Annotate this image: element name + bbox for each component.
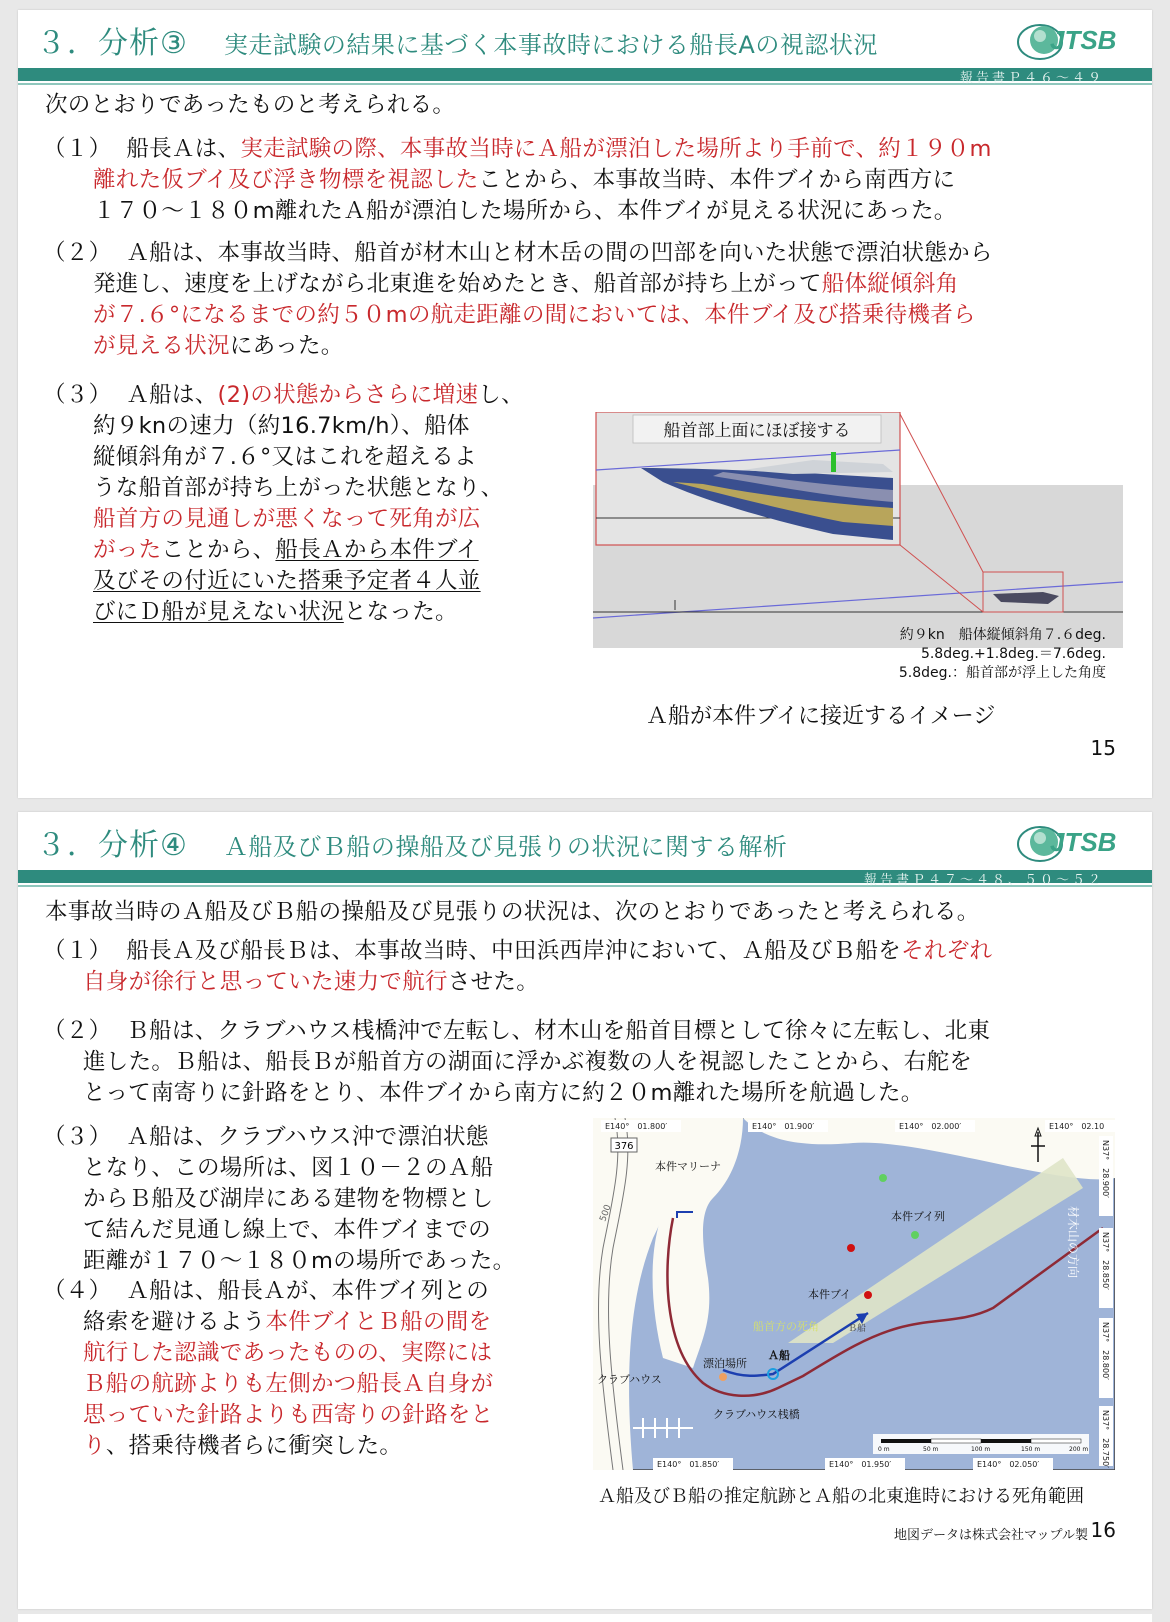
underlined-text: びにＤ船が見えない状況: [93, 599, 344, 625]
text-run: うな船首部が持ち上がった状態となり、: [93, 475, 504, 501]
marker-pole: [831, 452, 836, 472]
coord-top: E140° 01.800′: [605, 1122, 668, 1131]
text-run: 船長Ａ及び船長Ｂは、本事故当時、中田浜西岸沖において、Ａ船及びＢ船を: [126, 938, 902, 964]
note-line: 約９kn 船体縦傾斜角７.６deg.: [899, 627, 1106, 643]
text-run: Ａ船は、クラブハウス沖で漂泊状態: [126, 1124, 489, 1150]
intro-text: 次のとおりであったものと考えられる。: [45, 92, 456, 118]
scale-label: 200 m: [1069, 1446, 1089, 1453]
coord-top: E140° 02.10: [1049, 1122, 1105, 1131]
item-number: （３）: [43, 1124, 112, 1150]
item-number: （４）: [43, 1278, 112, 1304]
text-run: からＢ船及び湖岸にある建物を物標とし: [83, 1186, 494, 1212]
coord-right: N37° 28.800′: [1101, 1322, 1110, 1380]
paragraph-2: [43, 1016, 1143, 1109]
coord-right: N37° 28.750′: [1101, 1410, 1110, 1468]
scale-label: 0 m: [878, 1446, 890, 1453]
buoy-marker-green: [911, 1231, 919, 1239]
title-text: 実走試験の結果に基づく本事故時における船長Aの視認状況: [223, 31, 878, 59]
scale-label: 100 m: [971, 1446, 991, 1453]
note-line: 5.8deg.+1.8deg.＝7.6deg.: [920, 646, 1106, 662]
text-run: ことから、: [161, 537, 276, 563]
note-line: 5.8deg.：船首部が浮上した角度: [898, 665, 1106, 681]
coord-top: E140° 01.900′: [752, 1122, 815, 1131]
track-map: [593, 1118, 1115, 1470]
text-run: させた。: [447, 969, 540, 995]
boat-notes: [899, 626, 1106, 683]
logo-text: JTSB: [1050, 827, 1117, 857]
text-run: 約９knの速力（約16.7km/h）、船体: [93, 413, 470, 439]
emphasis-text: り: [83, 1433, 106, 1459]
text-run: 発進し、速度を上げながら北東進を始めたとき、船首部が持ち上がって: [93, 271, 822, 297]
emphasis-text: 自身が徐行と思っていた速力で航行: [83, 969, 448, 995]
page-number: 16: [1090, 1518, 1116, 1542]
emphasis-text: が７.６°になるまでの約５０mの航走距離の間においては、本件ブイ及び搭乗待機者ら: [93, 302, 976, 328]
label-buoy: 本件ブイ: [808, 1288, 852, 1301]
emphasis-text: 離れた仮ブイ及び浮き物標を視認した: [93, 167, 479, 193]
label-marina: 本件マリーナ: [655, 1160, 721, 1173]
figure-label: 船首部上面にほぼ接する: [663, 421, 851, 441]
emphasis-text: 思っていた針路よりも西寄りの針路をと: [83, 1402, 494, 1428]
buoy-marker: [864, 1291, 872, 1299]
item-number: （１）: [43, 136, 112, 162]
emphasis-text: 船体縦傾斜角: [821, 271, 959, 297]
text-run: １７０～１８０m離れたＡ船が漂泊した場所から、本件ブイが見える状況にあった。: [93, 198, 957, 224]
label-a-ship: Ａ船: [768, 1349, 790, 1362]
label-blind: 船首方の死角: [753, 1320, 819, 1333]
item-number: （２）: [43, 1018, 112, 1044]
text-run: 船長Ａは、: [126, 136, 241, 162]
emphasis-text: 実走試験の際、本事故当時にＡ船が漂泊した場所より手前で、約１９０m: [240, 136, 992, 162]
paragraph-3: [43, 380, 583, 628]
emphasis-text: それぞれ: [901, 938, 993, 964]
scale-label: 150 m: [1021, 1446, 1041, 1453]
map-caption: Ａ船及びＢ船の推定航跡とＡ船の北東進時における死角範囲: [598, 1486, 1084, 1507]
label-drift: 漂泊場所: [703, 1357, 747, 1370]
slide-15: [18, 10, 1152, 798]
text-run: Ａ船は、: [126, 382, 218, 408]
route-number: 376: [614, 1141, 634, 1152]
item-number: （１）: [43, 938, 112, 964]
text-run: て結んだ見通し線上で、本件ブイまでの: [83, 1217, 491, 1243]
buoy-marker: [847, 1244, 855, 1252]
text-run: ことから、本事故当時、本件ブイから南西方に: [478, 167, 956, 193]
contour-label: 500: [598, 1203, 614, 1224]
emphasis-text: がった: [93, 537, 162, 563]
text-run: 進した。Ｂ船は、船長Ｂが船首方の湖面に浮かぶ複数の人を視認したことから、右舵を: [83, 1049, 973, 1075]
paragraph-1: [43, 936, 1143, 998]
buoy-marker-green: [879, 1174, 887, 1182]
label-direction: 材木山の方向: [1066, 1206, 1080, 1279]
slide-title: [36, 18, 878, 66]
label-buoy-row: 本件ブイ列: [891, 1210, 946, 1223]
report-reference: 報告書Ｐ４６～４９: [959, 71, 1104, 86]
map-credit: 地図データは株式会社マップル製: [894, 1528, 1088, 1543]
report-reference: 報告書Ｐ４７～４８、５０～５２: [863, 873, 1104, 888]
paragraph-3: [43, 1122, 583, 1277]
next-slide-edge: [18, 1614, 1152, 1622]
text-run: Ｂ船は、クラブハウス桟橋沖で左転し、材木山を船首目標として徐々に左転し、北東: [126, 1018, 991, 1044]
paragraph-4: [43, 1276, 583, 1462]
text-run: Ａ船は、本事故当時、船首が材木山と材木岳の間の凹部を向いた状態で漂泊状態から: [126, 240, 993, 266]
title-text: Ａ船及びＢ船の操船及び見張りの状況に関する解析: [223, 833, 788, 861]
coord-bottom: E140° 02.050′: [977, 1460, 1040, 1469]
slide-16: [18, 812, 1152, 1609]
text-run: 、搭乗待機者らに衝突した。: [105, 1433, 403, 1459]
text-run: となった。: [343, 599, 458, 625]
coord-right: N37° 28.900′: [1101, 1140, 1110, 1198]
emphasis-text: が見える状況: [93, 333, 230, 359]
emphasis-text: 航行した認識であったものの、実際には: [83, 1340, 493, 1366]
section-number: ３．分析④: [36, 828, 188, 863]
label-clubhouse: クラブハウス: [597, 1373, 662, 1386]
text-run: 距離が１７０～１８０mの場所であった。: [83, 1248, 516, 1274]
text-run: にあった。: [229, 333, 344, 359]
scale-label: 50 m: [923, 1446, 939, 1453]
item-number: （３）: [43, 382, 112, 408]
coord-bottom: E140° 01.850′: [657, 1460, 720, 1469]
slide-title: [36, 820, 787, 868]
scale-bar: [873, 1434, 1089, 1454]
jtsb-logo: [1014, 16, 1134, 64]
jtsb-logo: [1014, 818, 1134, 866]
underlined-text: 及びその付近にいた搭乗予定者４人並: [93, 568, 481, 594]
text-run: Ａ船は、船長Ａが、本件ブイ列との: [126, 1278, 490, 1304]
boat-bow-figure: [593, 412, 1123, 648]
section-number: ３．分析③: [36, 26, 188, 61]
emphasis-text: 船首方の見通しが悪くなって死角が広: [93, 506, 481, 532]
emphasis-text: Ｂ船の航跡よりも左側かつ船長Ａ自身が: [83, 1371, 494, 1397]
figure-caption: Ａ船が本件ブイに接近するイメージ: [646, 704, 996, 729]
emphasis-text: 本件ブイとＢ船の間を: [265, 1309, 492, 1335]
paragraph-1: [43, 134, 1143, 227]
text-run: 絡索を避けるよう: [83, 1309, 266, 1335]
drift-point: [719, 1373, 727, 1381]
coord-top: E140° 02.000′: [899, 1122, 962, 1131]
page-number: 15: [1090, 736, 1116, 760]
coord-right: N37° 28.850′: [1101, 1232, 1110, 1290]
text-run: とって南寄りに針路をとり、本件ブイから南方に約２０m離れた場所を航過した。: [83, 1080, 924, 1106]
text-run: し、: [478, 382, 524, 408]
label-pier: クラブハウス桟橋: [713, 1408, 800, 1421]
text-run: 縦傾斜角が７.６°又はこれを超えるよ: [93, 444, 477, 470]
logo-text: JTSB: [1050, 25, 1117, 55]
text-run: となり、この場所は、図１０－２のＡ船: [83, 1155, 494, 1181]
item-number: （２）: [43, 240, 112, 266]
intro-text: 本事故当時のＡ船及びＢ船の操船及び見張りの状況は、次のとおりであったと考えられる。: [45, 899, 980, 925]
coord-bottom: E140° 01.950′: [829, 1460, 892, 1469]
paragraph-2: [43, 238, 1143, 362]
underlined-text: 船長Ａから本件ブイ: [275, 537, 479, 563]
emphasis-text: (2)の状態からさらに増速: [217, 382, 479, 408]
label-b-ship: Ｂ船: [848, 1324, 867, 1334]
